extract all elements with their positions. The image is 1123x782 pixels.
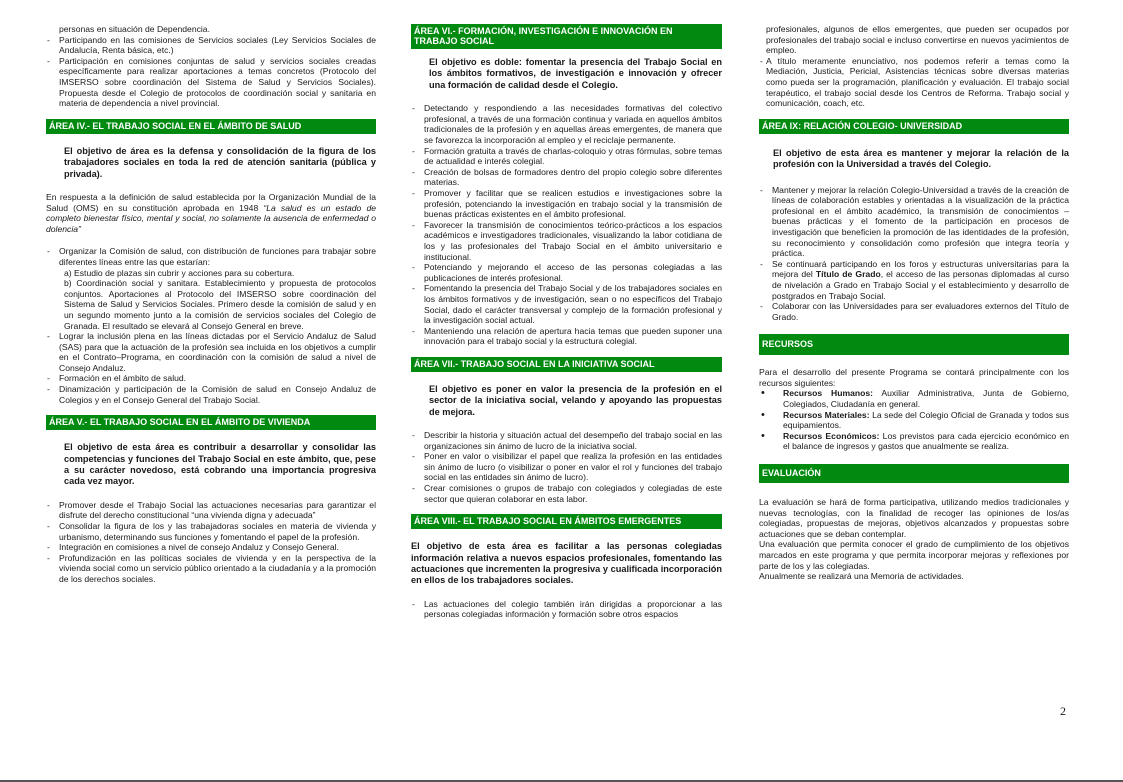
resource-text: Los previstos para cada ejercicio económico en el balance de ingresos y gastos que anualmente se realiza. [783, 430, 1070, 452]
list-item: - Dinamización y participación de la Comisión de salud en Consejo Andaluz de Colegios y en el Consejo General del Trabajo Social. [46, 384, 376, 405]
resource-text: La sede del Colegio Oficial de Granada y todos sus equipamientos. [783, 409, 1069, 431]
list-item: - Poner en valor o visibilizar el papel que realiza la profesión en las entidades sin ánimo de lucro (o visibilizar o poner en valor el rol y funciones del trabajo social en las entidades sin ánimo de lucro). [411, 451, 722, 483]
list-item: - Promover desde el Trabajo Social las actuaciones necesarias para garantizar el disfrute del derecho constitucional “una vivienda digna y adecuada” [46, 500, 376, 521]
area-v-objective: El objetivo de esta área es contribuir a desarrollar y consolidar las competencias y funciones del Trabajo Social en este ámbito, que, pese a su carácter novedoso, está cobrando una importancia progresiva cada vez mayor. [64, 442, 376, 487]
resource-item [759, 388, 1069, 409]
column-2 [411, 24, 722, 620]
column-3 [759, 24, 1069, 582]
list-item: - Describir la historia y situación actual del desempeño del trabajo social en las organizaciones sin ánimo de lucro de la iniciativa social. [411, 430, 722, 451]
list-item: - Colaborar con las Universidades para ser evaluadores externos del Título de Grado. [759, 301, 1069, 322]
list-item: - Profundización en las políticas sociales de vivienda y en la perspectiva de la vivienda social como un servicio público orientado a la ciudadanía y a la promoción de los derechos sociales. [46, 553, 376, 585]
sub-item: b) Coordinación social y sanitara. Establecimiento y propuesta de protocolos conjuntos. Aportaciones al Protocolo del IMSERSO sobre coordinación del Sistema de Salud y Servicios Sociales. Primero desde la comisión de salud y en un segundo momento junto a la comisión de servicios sociales del Colegio de Granada. El resultado se elevará al Consejo General en breve. [64, 278, 376, 331]
area-viii-objective: El objetivo de esta área es facilitar a las personas colegiadas información relativa a nuevos espacios profesionales, fomentando las actuaciones que incrementen la progresiva y cualificada incorporación en ellos de los trabajadores sociales. [411, 541, 722, 586]
area-vi-objective: El objetivo es doble: fomentar la presencia del Trabajo Social en los ámbitos formativos, de investigación e innovación y ofrecer una formación de calidad desde el Colegio. [429, 57, 722, 90]
list-item: - Consolidar la figura de los y las trabajadoras sociales en materia de vivienda y urbanismo, determinando sus funciones y fomentando el papel de la profesión. [46, 521, 376, 542]
sub-item: a) Estudio de plazas sin cubrir y acciones para su cobertura. [64, 267, 295, 278]
list-item: - Participación en comisiones conjuntas de salud y servicios sociales creadas específicamente para realizar aportaciones a temas concretos (Protocolo del IMSERSO sobre coordinación del Sistema de Salud y Servicios Sociales). Propuesta desde el Colegio de protocolos de coordinación social y sanitaria en materia de dependencia a nivel provincial. [46, 56, 376, 109]
area-ix-header: ÁREA IX: RELACIÓN COLEGIO- UNIVERSIDAD [759, 119, 1069, 134]
list-item: - Crear comisiones o grupos de trabajo con colegiados y colegiadas de este sector que quieran colaborar en esta labor. [411, 483, 722, 504]
text-run: , el acceso de las personas diplomadas al curso de nivelación a Grado en Trabajo Social y el establecimiento y desarrollo de postgrados en Trabajo Social. [772, 269, 1070, 301]
list-item: - Lograr la inclusión plena en las líneas dictadas por el Servicio Andaluz de Salud (SAS) para que la actuación de la profesión sea incluida en los objetivos a cumplir en el Contrato–Programa, en coordinación con la comisión de salud a nivel de Consejo Andaluz. [46, 331, 376, 373]
area-viii-header: ÁREA VIII.- EL TRABAJO SOCIAL EN ÁMBITOS EMERGENTES [411, 514, 722, 529]
list-item: - Mantener y mejorar la relación Colegio-Universidad a través de la creación de líneas de colaboración estables y orientadas a la visualización de la práctica profesional en el ámbito académico, la transmisión de conocimientos – buenas prácticas y el fomento de la participación en procesos de investigación que beneficien la promoción de las identidades de la profesión, su reconocimiento y consolidación como profesión que integra teoría y práctica. [759, 185, 1069, 259]
list-item: - Formación gratuita a través de charlas-coloquio y otras fórmulas, sobre temas de actualidad e interés colegial. [411, 146, 722, 167]
area-vi-header: ÁREA VI.- FORMACIÓN, INVESTIGACIÓN E INNOVACIÓN EN TRABAJO SOCIAL [411, 24, 722, 49]
recursos-header: RECURSOS [759, 334, 1069, 355]
list-item: - Organizar la Comisión de salud, con distribución de funciones para trabajar sobre diferentes líneas entre las que estarían: [46, 246, 376, 267]
resource-label: Recursos Económicos: [783, 430, 880, 441]
recursos-intro: Para el desarrollo del presente Programa se contará principalmente con los recursos siguientes: [759, 367, 1069, 388]
area-iv-header: ÁREA IV.- EL TRABAJO SOCIAL EN EL ÁMBITO DE SALUD [46, 119, 376, 134]
list-item: - Creación de bolsas de formadores dentro del propio colegio sobre diferentes materias. [411, 167, 722, 188]
intro-continuation: personas en situación de Dependencia. [59, 24, 210, 34]
list-item: - Las actuaciones del colegio también irán dirigidas a proporcionar a las personas colegiadas información y formación sobre otros espacios [411, 599, 722, 620]
list-item: - Favorecer la transmisión de conocimientos teórico-prácticos a los espacios académicos e investigadores tradicionales, visualizando la labor cotidiana de los y las profesionales del Trabajo Social en el ámbito universitario e institucional. [411, 220, 722, 262]
list-item: - Manteniendo una relación de apertura hacia temas que pueden suponer una innovación para el trabajo social y la estructura colegial. [411, 326, 722, 347]
resource-item [759, 410, 1069, 431]
text-run: Se continuará participando en los foros y estructuras universitarias para la mejora del [772, 258, 1069, 280]
area-viii-continuation: profesionales, algunos de ellos emergentes, que pueden ser ocupados por profesionales del trabajo social e incluso convertirse en nuevos yacimientos de empleo. [766, 24, 1069, 56]
evaluacion-paragraph: La evaluación se hará de forma participativa, utilizando medios tradicionales y nuevas tecnologías, con la finalidad de recoger las opiniones de los/as colegiadas, propuestas de mejoras, objetivos alcanzados y propuestas sobre actuaciones que se deban contemplar. [759, 497, 1069, 539]
who-definition-text: En respuesta a la definición de salud establecida por la Organización Mundial de la Salud (OMS) en su constitución aprobada en 1948 [46, 191, 376, 213]
list-item: - Integración en comisiones a nivel de consejo Andaluz y Consejo General. [46, 542, 376, 553]
area-vii-objective: El objetivo es poner en valor la presencia de la profesión en el sector de la iniciativa social, velando y apoyando las propuestas de mejora. [429, 383, 722, 417]
list-item: - Participando en las comisiones de Servicios sociales (Ley Servicios Sociales de Andalucía, Renta básica, etc.) [46, 35, 376, 56]
list-item [759, 259, 1069, 301]
resource-label: Recursos Humanos: [783, 388, 874, 399]
list-item: - Detectando y respondiendo a las necesidades formativas del colectivo profesional, a través de una formación continua y variada en aquellos ámbitos tradicionales de la profesión y en aquellas áreas emergentes, de manera que se favorezca la incorporación al empleo y el reciclaje permanente. [411, 103, 722, 145]
area-ix-objective: El objetivo de esta área es mantener y mejorar la relación de la profesión con la Universidad a través del Colegio. [773, 147, 1069, 170]
resource-label: Recursos Materiales: [783, 409, 870, 420]
evaluacion-paragraph: Una evaluación que permita conocer el grado de cumplimiento de los objetivos marcados en este programa y que permita incorporar mejoras y reflexiones por parte de los y las colegiadas. [759, 539, 1069, 571]
column-1 [46, 24, 376, 585]
evaluacion-header: EVALUACIÓN [759, 464, 1069, 483]
resource-item [759, 431, 1069, 452]
who-quote: “La salud es un estado de completo bienestar físico, mental y social, no solamente la ausencia de enfermedad o dolencia” [46, 202, 377, 234]
list-item: - Formación en el ámbito de salud. [46, 373, 376, 384]
list-item: - Potenciando y mejorando el acceso de las personas colegiadas a las publicaciones de interés profesional. [411, 262, 722, 283]
grado-title-bold: Título de Grado [815, 269, 881, 280]
list-item: - A título meramente enunciativo, nos podemos referir a temas como la Mediación, Justicia, Pericial, Asistencias técnicas sobre diversas materias como pueda ser la programación, planificación y evaluación. El trabajo social terapéutico, el trabajo social desde los Centros de Reforma. Trabajo social y comunicación, coach, etc. [759, 56, 1069, 109]
area-vii-header: ÁREA VII.- TRABAJO SOCIAL EN LA INICIATIVA SOCIAL [411, 357, 722, 372]
area-iv-objective: El objetivo de área es la defensa y consolidación de la figura de los trabajadores sociales en toda la red de atención sanitaria (pública y privada). [64, 145, 376, 179]
evaluacion-paragraph: Anualmente se realizará una Memoria de actividades. [759, 571, 964, 582]
list-item: - Fomentando la presencia del Trabajo Social y de los trabajadores sociales en los ámbitos formativos y de investigación, sean o no específicos del Trabajo Social, dado el carácter transversal y complejo de la formación profesional y la investigación social actual. [411, 283, 722, 325]
page-number: 2 [1060, 704, 1066, 718]
list-item: - Promover y facilitar que se realicen estudios e investigaciones sobre la profesión, potenciando la investigación en trabajo social y la transmisión de buenas prácticas existentes en el ámbito profesional. [411, 188, 722, 220]
area-v-header: ÁREA V.- EL TRABAJO SOCIAL EN EL ÁMBITO DE VIVIENDA [46, 415, 376, 430]
area-iv-paragraph [46, 192, 376, 234]
resource-text: Auxiliar Administrativa, Junta de Gobierno, Colegiados, Ciudadanía en general. [783, 388, 1070, 410]
